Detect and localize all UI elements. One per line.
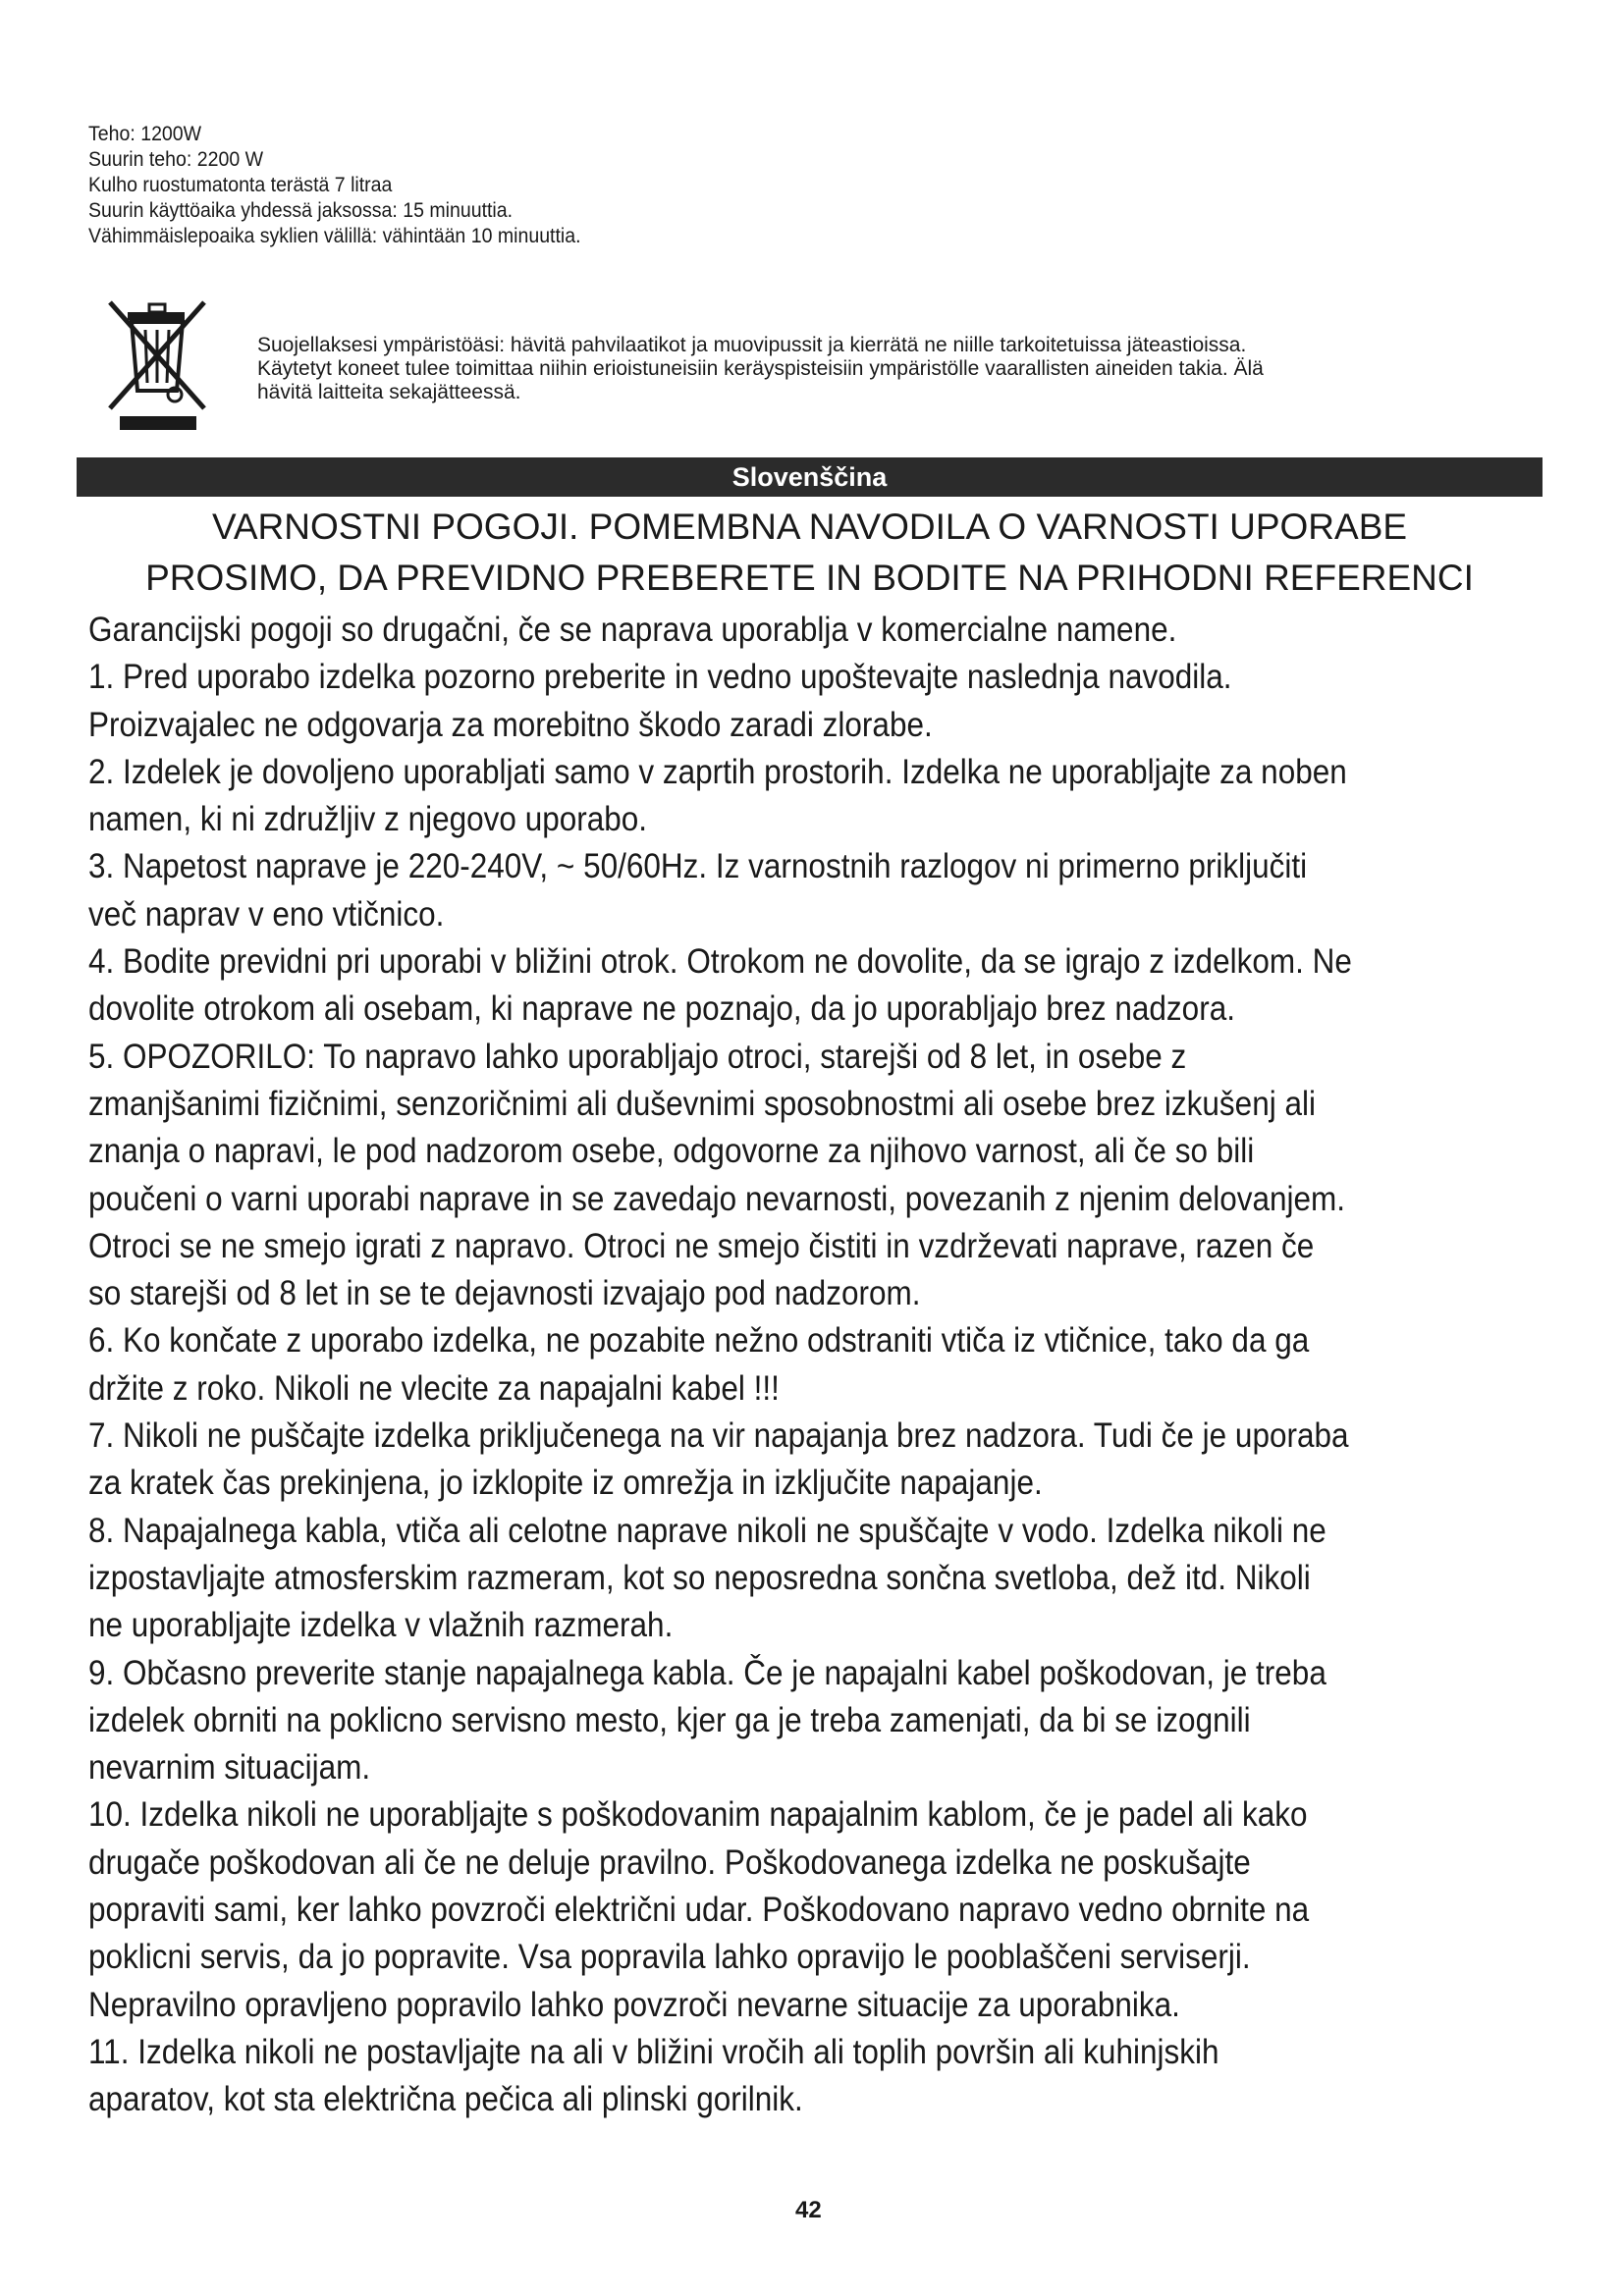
instruction-line: popraviti sami, ker lahko povzroči električni udar. Poškodovano napravo vedno obrnite na [88,1891,1310,1930]
instruction-line: izdelek obrniti na poklicno servisno mesto, kjer ga je treba zamenjati, da bi se izognili [88,1700,1251,1739]
instruction-line: aparatov, kot sta električna pečica ali plinski gorilnik. [88,2080,803,2119]
language-header: Slovenščina [77,457,1543,497]
page-number: 42 [795,2197,822,2223]
instruction-line: ne uporabljajte izdelka v vlažnih razmerah. [88,1606,674,1645]
recycling-note-line: hävitä laitteita sekajätteessä. [257,381,521,403]
instruction-line: 9. Občasno preverite stanje napajalnega kabla. Če je napajalni kabel poškodovan, je treba [88,1653,1326,1692]
instruction-line: 10. Izdelka nikoli ne uporabljajte s poškodovanim napajalnim kablom, če je padel ali kako [88,1795,1308,1835]
instruction-line: držite z roko. Nikoli ne vlecite za napajalni kabel !!! [88,1368,780,1408]
instruction-line: namen, ki ni združljiv z njegovo uporabo. [88,800,648,839]
spec-line: Teho: 1200W [88,123,202,145]
instruction-line: 8. Napajalnega kabla, vtiča ali celotne naprave nikoli ne spuščajte v vodo. Izdelka nikoli ne [88,1511,1326,1550]
recycling-note [257,334,1534,404]
instruction-line: Otroci se ne smejo igrati z napravo. Otroci ne smejo čistiti in vzdrževati naprave, razen če [88,1226,1315,1265]
spec-line: Kulho ruostumatonta terästä 7 litraa [88,174,393,196]
instruction-line: Nepravilno opravljeno popravilo lahko povzroči nevarne situacije za uporabnika. [88,1985,1180,2024]
instruction-line: Proizvajalec ne odgovarja za morebitno škodo zaradi zlorabe. [88,705,933,744]
recycling-note-line: Käytetyt koneet tulee toimittaa niihin erioistuneisiin keräyspisteisiin ympäristölle vaarallisten aineiden takia. Älä [257,357,1264,380]
instruction-line: zmanjšanimi fizičnimi, senzoričnimi ali duševnimi sposobnostmi ali osebe brez izkušenj ali [88,1084,1316,1123]
specifications [88,122,910,249]
instruction-line: 5. OPOZORILO: To napravo lahko uporabljajo otroci, starejši od 8 let, in osebe z [88,1037,1187,1076]
instruction-line: 1. Pred uporabo izdelka pozorno preberite in vedno upoštevajte naslednja navodila. [88,658,1232,697]
instruction-line: za kratek čas prekinjena, jo izklopite iz omrežja in izključite napajanje. [88,1464,1043,1503]
safety-subtitle: PROSIMO, DA PREVIDNO PREBERETE IN BODITE NA PRIHODNI REFERENCI [145,558,1474,598]
safety-instructions [88,607,1581,2124]
crossed-out-wheelie-bin-icon [98,294,216,432]
instruction-line: 11. Izdelka nikoli ne postavljajte na ali v bližini vročih ali toplih površin ali kuhinjskih [88,2032,1219,2071]
instruction-line: 6. Ko končate z uporabo izdelka, ne pozabite nežno odstraniti vtiča iz vtičnice, tako da ga [88,1321,1310,1361]
instruction-line: izpostavljajte atmosferskim razmeram, kot so neposredna sončna svetloba, dež itd. Nikoli [88,1558,1311,1597]
spec-line: Vähimmäislepoaika syklien välillä: vähintään 10 minuuttia. [88,225,581,247]
instruction-line: več naprav v eno vtičnico. [88,894,445,934]
recycling-note-line: Suojellaksesi ympäristöäsi: hävitä pahvilaatikot ja muovipussit ja kierrätä ne niille tarkoitetuissa jäteastioissa. [257,334,1247,356]
instruction-line: znanja o napravi, le pod nadzorom osebe, odgovorne za njihovo varnost, ali če so bili [88,1132,1255,1171]
safety-title: VARNOSTNI POGOJI. POMEMBNA NAVODILA O VARNOSTI UPORABE [211,507,1408,547]
instruction-line: 7. Nikoli ne puščajte izdelka priključenega na vir napajanja brez nadzora. Tudi če je uporaba [88,1416,1349,1456]
instruction-line: drugače poškodovan ali če ne deluje pravilno. Poškodovanega izdelka ne poskušajte [88,1842,1251,1882]
instruction-line: Garancijski pogoji so drugačni, če se naprava uporablja v komercialne namene. [88,611,1177,649]
instruction-line: poučeni o varni uporabi naprave in se zavedajo nevarnosti, povezanih z njenim delovanjem. [88,1179,1346,1218]
instruction-line: nevarnim situacijam. [88,1748,371,1788]
instruction-line: 2. Izdelek je dovoljeno uporabljati samo v zaprtih prostorih. Izdelka ne uporabljajte za noben [88,752,1347,791]
spec-line: Suurin käyttöaika yhdessä jaksossa: 15 minuuttia. [88,199,514,222]
instruction-line: dovolite otrokom ali osebam, ki naprave ne poznajo, da jo uporabljajo brez nadzora. [88,989,1235,1029]
instruction-line: 4. Bodite previdni pri uporabi v bližini otrok. Otrokom ne dovolite, da se igrajo z izdelkom. Ne [88,942,1352,982]
spec-line: Suurin teho: 2200 W [88,148,264,171]
instruction-line: so starejši od 8 let in se te dejavnosti izvajajo pod nadzorom. [88,1274,921,1313]
instruction-line: poklicni servis, da jo popravite. Vsa popravila lahko opravijo le pooblaščeni serviserji. [88,1938,1251,1977]
instruction-line: 3. Napetost naprave je 220-240V, ~ 50/60Hz. Iz varnostnih razlogov ni primerno priključiti [88,847,1308,886]
